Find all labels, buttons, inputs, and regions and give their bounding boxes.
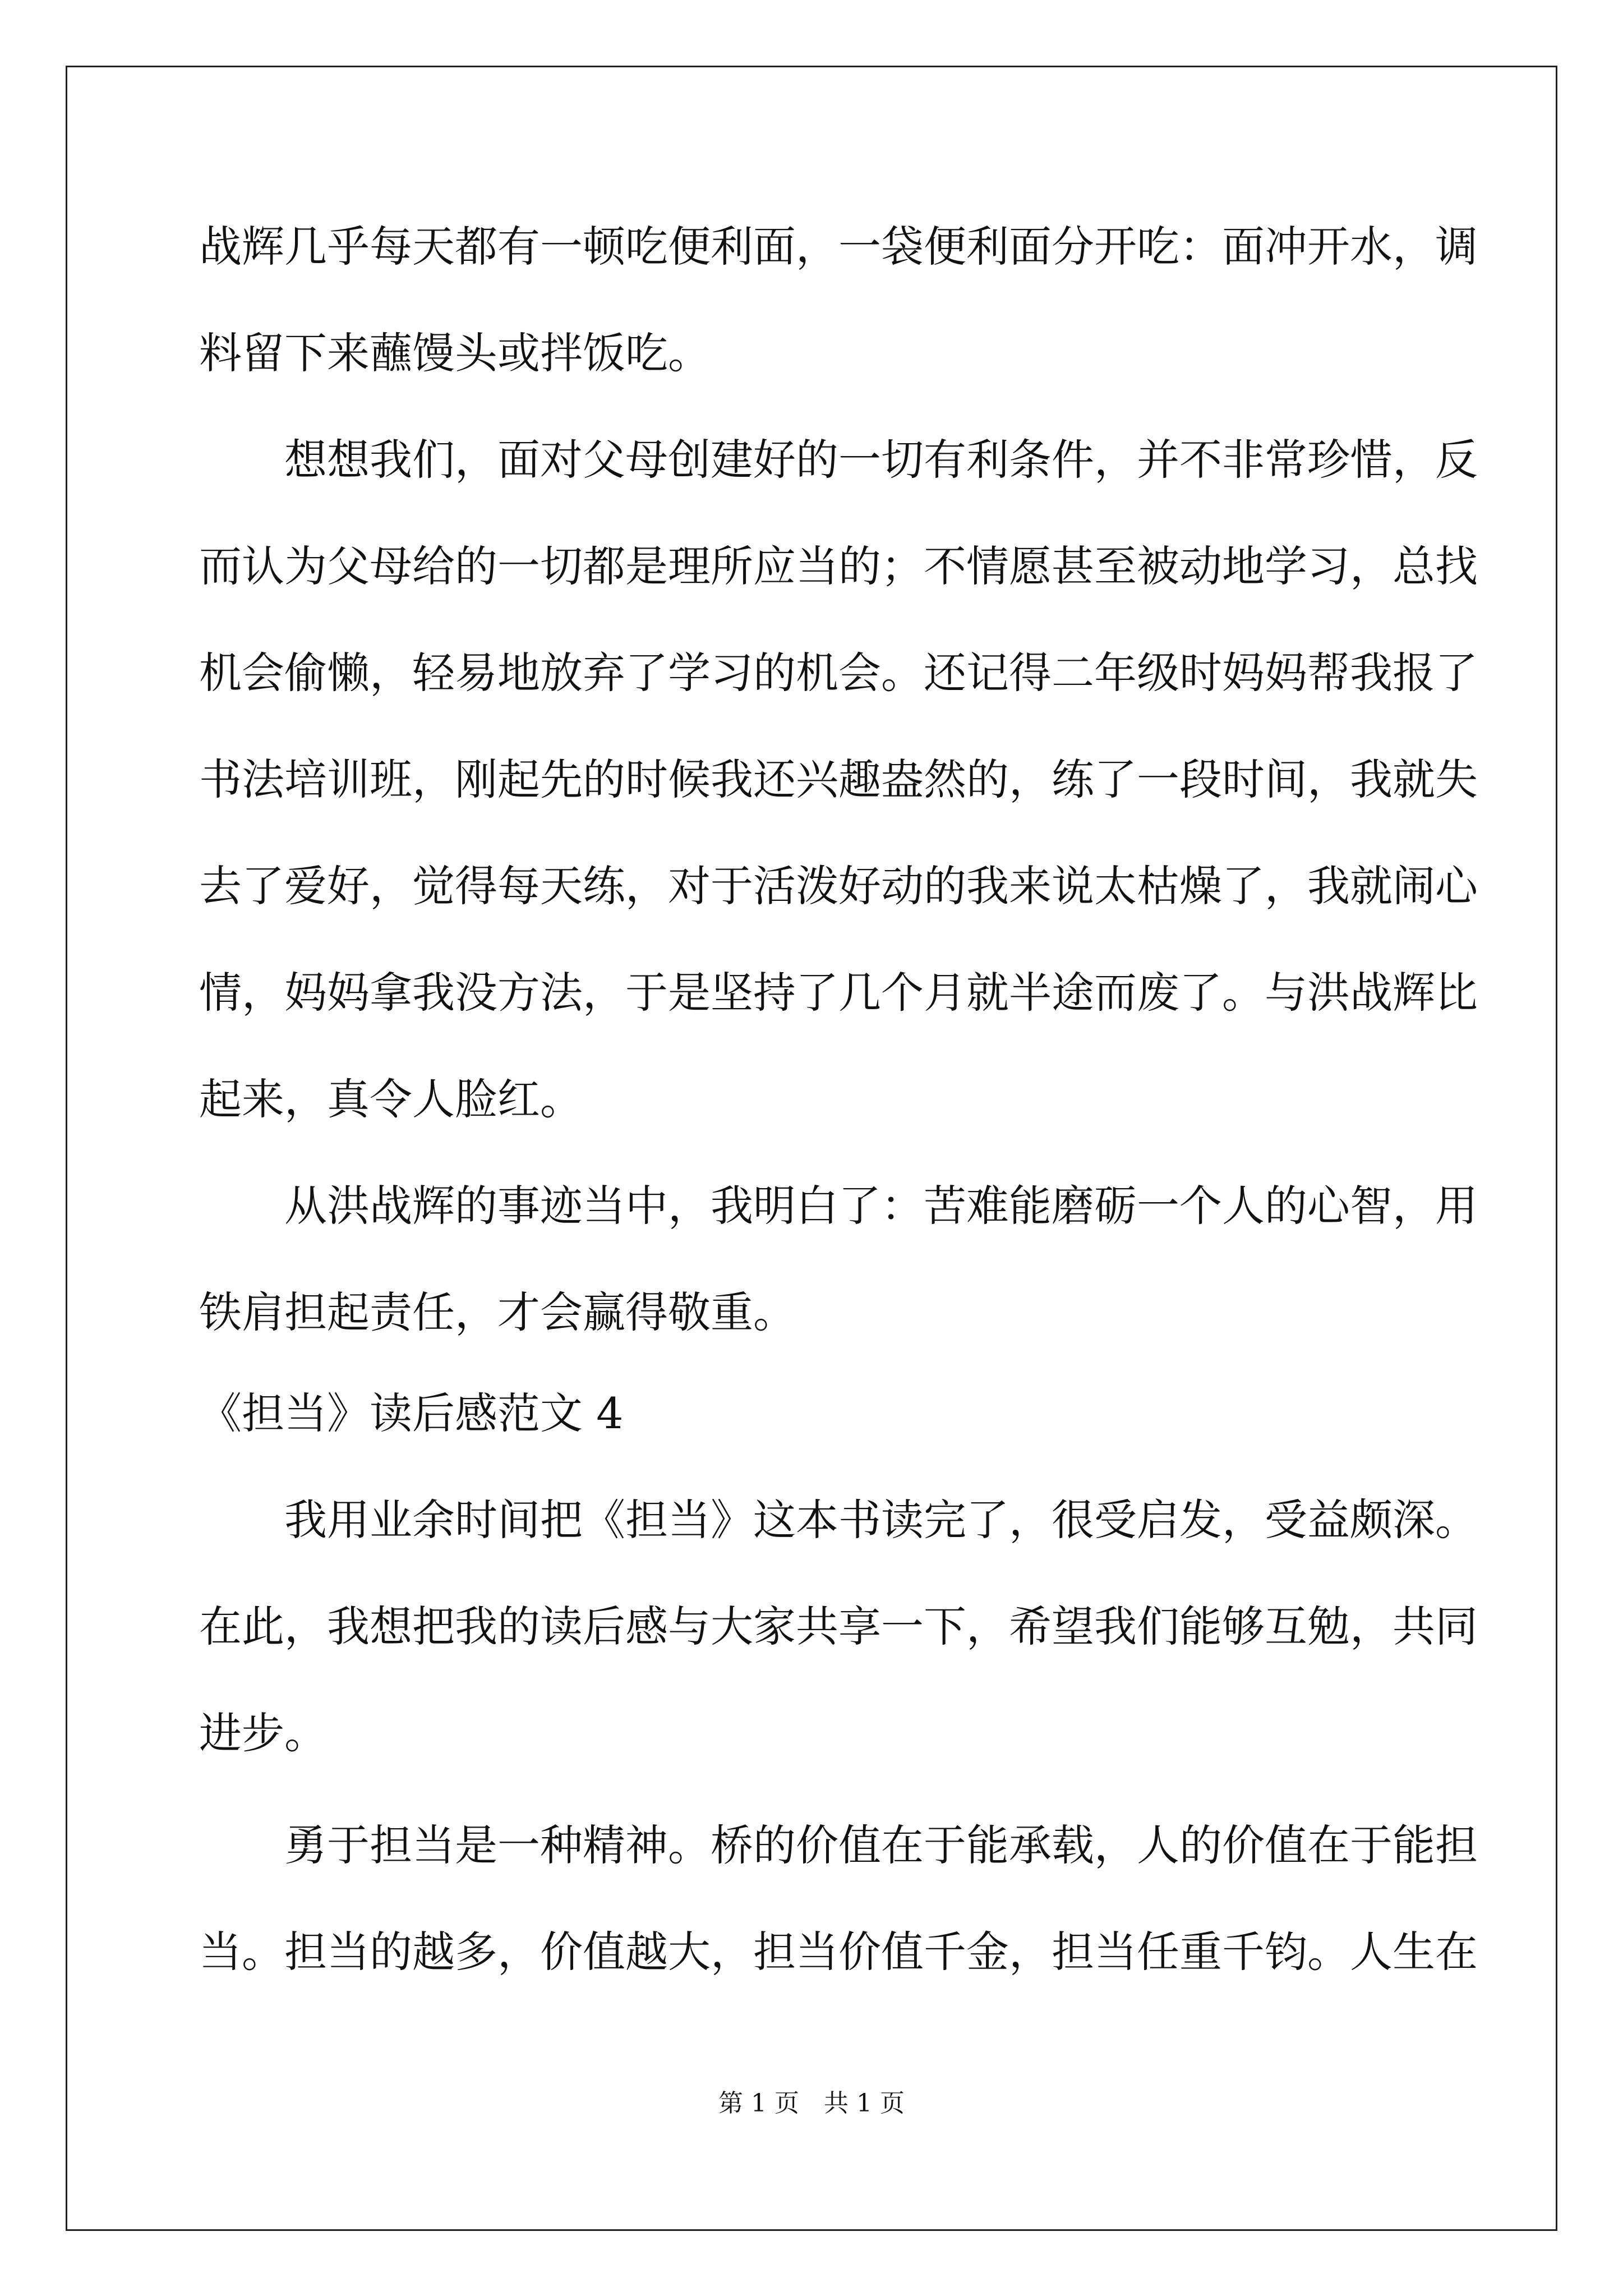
paragraph-line: 进步。	[199, 1708, 327, 1758]
paragraph-line: 当。担当的越多，价值越大，担当价值千金，担当任重千钧。人生在	[199, 1927, 1478, 1977]
paragraph-line: 铁肩担起责任，才会赢得敬重。	[199, 1287, 796, 1337]
paragraph-line: 机会偷懒，轻易地放弃了学习的机会。还记得二年级时妈妈帮我报了	[199, 648, 1478, 698]
paragraph-line: 书法培训班，刚起先的时候我还兴趣盎然的，练了一段时间，我就失	[199, 754, 1478, 804]
paragraph-line: 我用业余时间把《担当》这本书读完了，很受启发，受益颇深。	[284, 1495, 1478, 1545]
page-footer: 第 1 页 共 1 页	[718, 2089, 905, 2118]
paragraph-line: 从洪战辉的事迹当中，我明白了：苦难能磨砺一个人的心智，用	[284, 1181, 1478, 1231]
paragraph-line: 而认为父母给的一切都是理所应当的；不情愿甚至被动地学习，总找	[199, 541, 1478, 591]
paragraph-line: 起来，真令人脸红。	[199, 1074, 583, 1124]
paragraph-line: 想想我们，面对父母创建好的一切有利条件，并不非常珍惜，反	[284, 435, 1478, 485]
paragraph-line: 战辉几乎每天都有一顿吃便利面，一袋便利面分开吃：面冲开水，调	[199, 222, 1478, 272]
page-border	[66, 66, 1557, 2231]
section-heading: 《担当》读后感范文 4	[199, 1388, 624, 1438]
paragraph-line: 情，妈妈拿我没方法，于是坚持了几个月就半途而废了。与洪战辉比	[199, 968, 1478, 1018]
paragraph-line: 勇于担当是一种精神。桥的价值在于能承载，人的价值在于能担	[284, 1820, 1478, 1870]
paragraph-line: 去了爱好，觉得每天练，对于活泼好动的我来说太枯燥了，我就闹心	[199, 861, 1478, 911]
paragraph-line: 在此，我想把我的读后感与大家共享一下，希望我们能够互勉，共同	[199, 1602, 1478, 1651]
paragraph-line: 料留下来蘸馒头或拌饭吃。	[199, 328, 711, 378]
